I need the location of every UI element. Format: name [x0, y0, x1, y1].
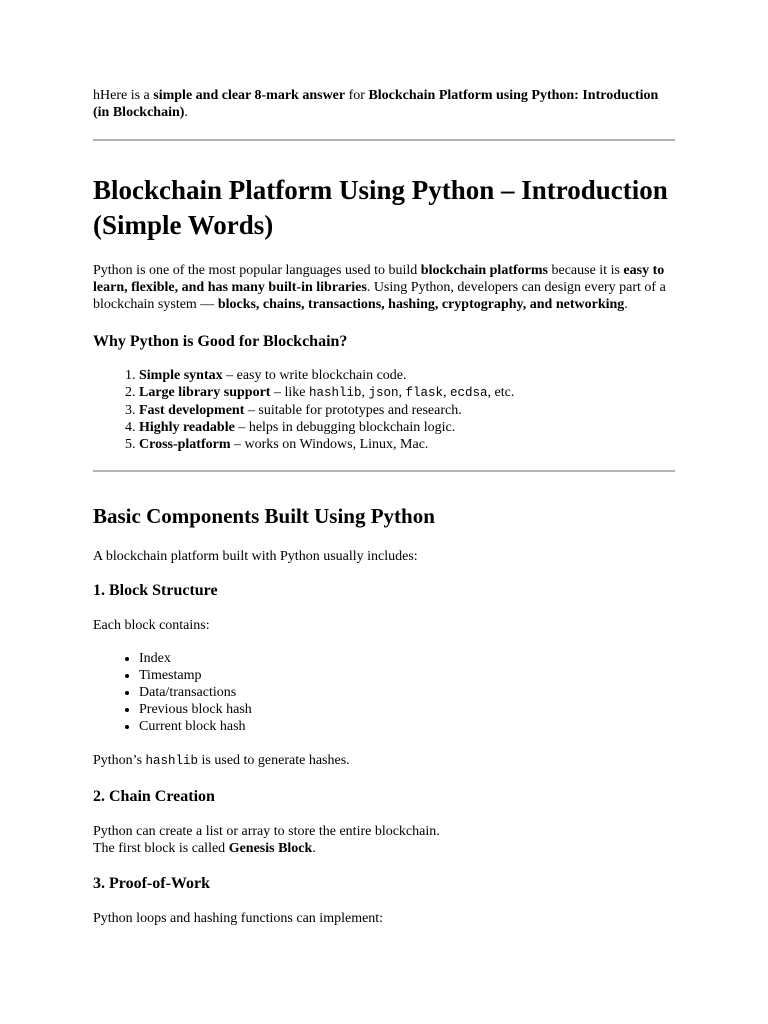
intro-paragraph	[93, 87, 675, 121]
code-text: hashlib	[308, 386, 362, 400]
list-item-text: – works on Windows, Linux, Mac.	[230, 437, 429, 452]
paragraph-text: .	[312, 841, 316, 856]
code-text: json	[368, 386, 399, 400]
list-item-bold: Large library support	[139, 385, 271, 400]
paragraph-text: Python’s	[93, 753, 146, 768]
why-python-list	[93, 367, 675, 453]
block-structure-intro: Each block contains:	[93, 618, 210, 633]
list-item-text: , etc.	[487, 385, 515, 400]
list-item-text: – easy to write blockchain code.	[222, 368, 407, 383]
paragraph-text: Python can create a list or array to store the entire blockchain.	[93, 824, 440, 839]
block-fields-list	[93, 650, 675, 735]
divider	[93, 139, 675, 141]
page-title: Blockchain Platform Using Python – Introduction (Simple Words)	[93, 175, 668, 240]
components-heading: Basic Components Built Using Python	[93, 504, 435, 528]
intro-python-paragraph	[93, 262, 675, 313]
paragraph-text: . Using Python, developers can design every part of a blockchain system —	[93, 280, 666, 312]
paragraph-bold-text: Genesis Block	[228, 841, 313, 856]
paragraph-text: because it is	[547, 263, 624, 278]
list-item-text: – like	[270, 385, 309, 400]
list-item-bold: Cross-platform	[139, 437, 231, 452]
code-text: flask	[405, 386, 443, 400]
list-item	[139, 436, 675, 453]
list-item-bold: Highly readable	[139, 420, 235, 435]
list-item-text: ,	[361, 385, 369, 400]
why-python-heading: Why Python is Good for Blockchain?	[93, 333, 348, 350]
intro-bold-text: simple and clear 8-mark answer	[153, 88, 346, 103]
paragraph-text: The first block is called	[93, 841, 229, 856]
list-item	[139, 384, 675, 402]
chain-creation-heading: 2. Chain Creation	[93, 788, 215, 805]
list-item-text: ,	[443, 385, 450, 400]
intro-text: hHere is a	[93, 88, 154, 103]
intro-bold-text: Blockchain Platform using Python: Introduction (in Blockchain)	[93, 88, 659, 120]
list-item-bold: Simple syntax	[139, 368, 223, 383]
divider	[93, 470, 675, 472]
list-item-bold: Fast development	[139, 403, 245, 418]
proof-of-work-paragraph: Python loops and hashing functions can implement:	[93, 911, 384, 926]
list-item	[139, 419, 675, 436]
list-item: • Index	[139, 650, 675, 667]
paragraph-bold-text: easy to learn, flexible, and has many built-in libraries	[93, 263, 665, 295]
hashlib-note	[93, 752, 675, 770]
code-text: hashlib	[145, 754, 199, 768]
proof-of-work-heading: 3. Proof-of-Work	[93, 875, 211, 892]
intro-text: .	[184, 105, 188, 120]
list-item	[139, 367, 675, 384]
document-page	[93, 87, 675, 927]
list-item	[139, 402, 675, 419]
list-item-text: – suitable for prototypes and research.	[244, 403, 462, 418]
components-intro: A blockchain platform built with Python usually includes:	[93, 549, 418, 564]
list-item-text: ,	[398, 385, 406, 400]
list-item-text: – helps in debugging blockchain logic.	[234, 420, 456, 435]
block-structure-heading: 1. Block Structure	[93, 582, 218, 599]
paragraph-text: Python is one of the most popular languages used to build	[93, 263, 421, 278]
paragraph-text: is used to generate hashes.	[198, 753, 350, 768]
list-item: • Current block hash	[139, 718, 675, 735]
paragraph-text: .	[624, 297, 628, 312]
code-text: ecdsa	[450, 386, 488, 400]
paragraph-bold-text: blockchain platforms	[420, 263, 548, 278]
list-item: • Timestamp	[139, 667, 675, 684]
list-item: • Data/transactions	[139, 684, 675, 701]
chain-creation-paragraph	[93, 823, 675, 857]
paragraph-bold-text: blocks, chains, transactions, hashing, cryptography, and networking	[217, 297, 625, 312]
intro-text: for	[345, 88, 369, 103]
list-item: • Previous block hash	[139, 701, 675, 718]
